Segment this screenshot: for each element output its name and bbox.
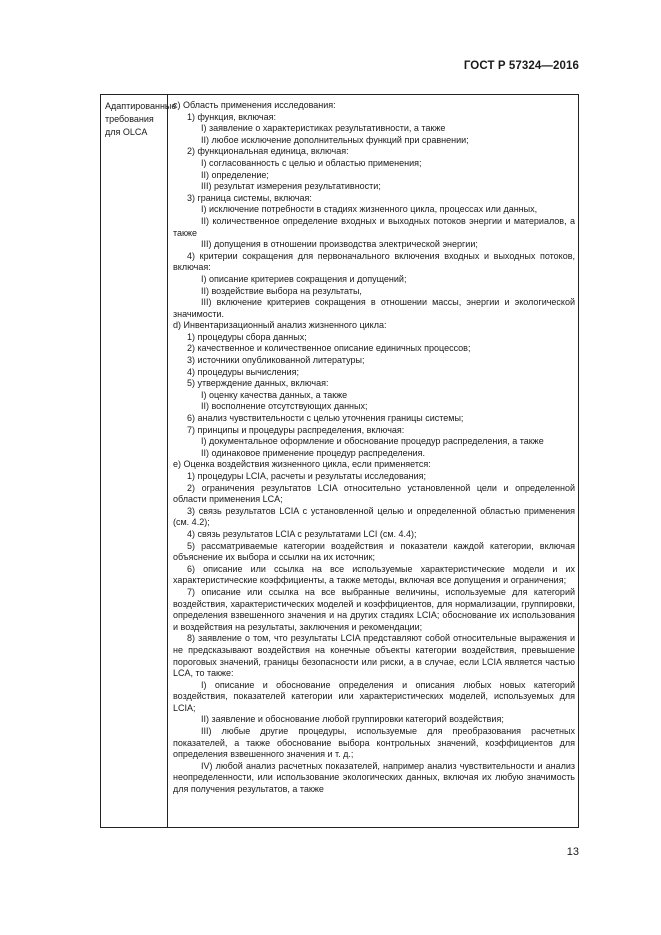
list-item: 5) рассматриваемые категории воздействия и показатели каждой категории, включая объяснение их выбора и ссылки на их источник; <box>173 540 575 563</box>
list-item: II) воздействие выбора на результаты, <box>201 285 362 296</box>
list-item: I) согласованность с целью и областью применения; <box>201 157 422 168</box>
list-item: II) восполнение отсутствующих данных; <box>201 401 368 412</box>
list-item: 1) процедуры LCIA, расчеты и результаты исследования; <box>187 471 427 481</box>
list-item: 3) граница системы, включая: <box>187 192 312 203</box>
list-item: 5) утверждение данных, включая: <box>187 378 329 389</box>
list-item: II) определение; <box>201 169 269 180</box>
list-item: 6) анализ чувствительности с целью уточнения границы системы; <box>187 413 464 424</box>
list-item: I) описание критериев сокращения и допущений; <box>201 273 407 284</box>
list-item: I) оценку качества данных, а также <box>201 389 348 400</box>
document-number: ГОСТ Р 57324—2016 <box>463 60 579 72</box>
list-item: III) включение критериев сокращения в отношении массы, энергии и экологической значимости. <box>173 297 575 319</box>
list-item: II) заявление и обоснование любой группировки категорий воздействия; <box>201 714 504 725</box>
list-item: I) заявление о характеристиках результативности, а также <box>201 123 446 134</box>
list-item: d) Инвентаризационный анализ жизненного цикла: <box>173 320 387 331</box>
list-item: II) количественное определение входных и выходных потоков энергии и материалов, а также <box>173 215 575 238</box>
list-item: 2) ограничения результатов LCIA относительно установленной цели и определенной области применения LCA; <box>173 482 575 505</box>
list-item: 1) функция, включая: <box>187 111 276 122</box>
list-item: IV) любой анализ расчетных показателей, например анализ чувствительности и анализ неопределенности, или использование экологических данных, включая их любую значимость для получения результатов, а также <box>173 760 575 795</box>
list-item: III) допущения в отношении производства электрической энергии; <box>201 239 478 250</box>
list-item: 4) критерии сокращения для первоначального включения входных и выходных потоков, включая: <box>173 250 575 273</box>
table-right-cell <box>173 100 575 796</box>
list-item: 2) функциональная единица, включая: <box>187 146 349 157</box>
list-item: 7) описание или ссылка на все выбранные величины, используемые для категорий воздействия, характеристических моделей и коэффициентов, для нормализации, группировки, определения взвешенного значения и на других стадиях LCIA; обоснование их использования и воздействия на результаты, заключения и рекомендации; <box>173 586 575 632</box>
list-item: 1) процедуры сбора данных; <box>187 331 307 342</box>
list-item: II) одинаковое применение процедур распределения. <box>201 447 426 458</box>
list-item: 6) описание или ссылка на все используемые характеристические модели и их характеристические коэффициенты, а также методы, включая все допущения и ограничения; <box>173 563 575 586</box>
list-item: III) любые другие процедуры, используемые для преобразования расчетных показателей, а также обоснование выбора контрольных значений, коэффициентов для определения взвешенного значения и т. д.; <box>173 726 575 760</box>
list-item: c) Область применения исследования: <box>173 100 336 110</box>
list-item: e) Оценка воздействия жизненного цикла, если применяется: <box>173 459 431 470</box>
list-item: 2) качественное и количественное описание единичных процессов; <box>187 343 471 354</box>
list-item: 3) связь результатов LCIA с установленной целью и определенной областью применения (см. 4.2); <box>173 505 575 528</box>
list-item: I) исключение потребности в стадиях жизненного цикла, процессах или данных, <box>201 204 538 215</box>
list-item: I) описание и обоснование определения и описания любых новых категорий воздействия, показателей категории или характеристических моделей, используемых для LCIA; <box>173 679 575 713</box>
page-number: 13 <box>566 846 579 858</box>
list-item: 4) связь результатов LCIA с результатами LCI (см. 4.4); <box>187 528 417 539</box>
list-item: I) документальное оформление и обоснование процедур распределения, а также <box>201 436 544 447</box>
table-left-cell: Адаптированные требования для OLCA <box>105 101 177 137</box>
list-item: 3) источники опубликованной литературы; <box>187 355 365 366</box>
list-item: 4) процедуры вычисления; <box>187 366 299 377</box>
list-item: 8) заявление о том, что результаты LCIA представляют собой относительные выражения и не предсказывают воздействия на конечные объекты категории воздействия, превышение пороговых значений, границы безопасности или риски, а в случае, если LCIA является частью LCA, то также: <box>173 633 575 679</box>
list-item: II) любое исключение дополнительных функций при сравнении; <box>201 134 469 145</box>
list-item: III) результат измерения результативности; <box>201 181 381 192</box>
requirements-table <box>100 94 579 828</box>
list-item: 7) принципы и процедуры распределения, включая: <box>187 424 405 435</box>
column-divider <box>167 95 168 827</box>
